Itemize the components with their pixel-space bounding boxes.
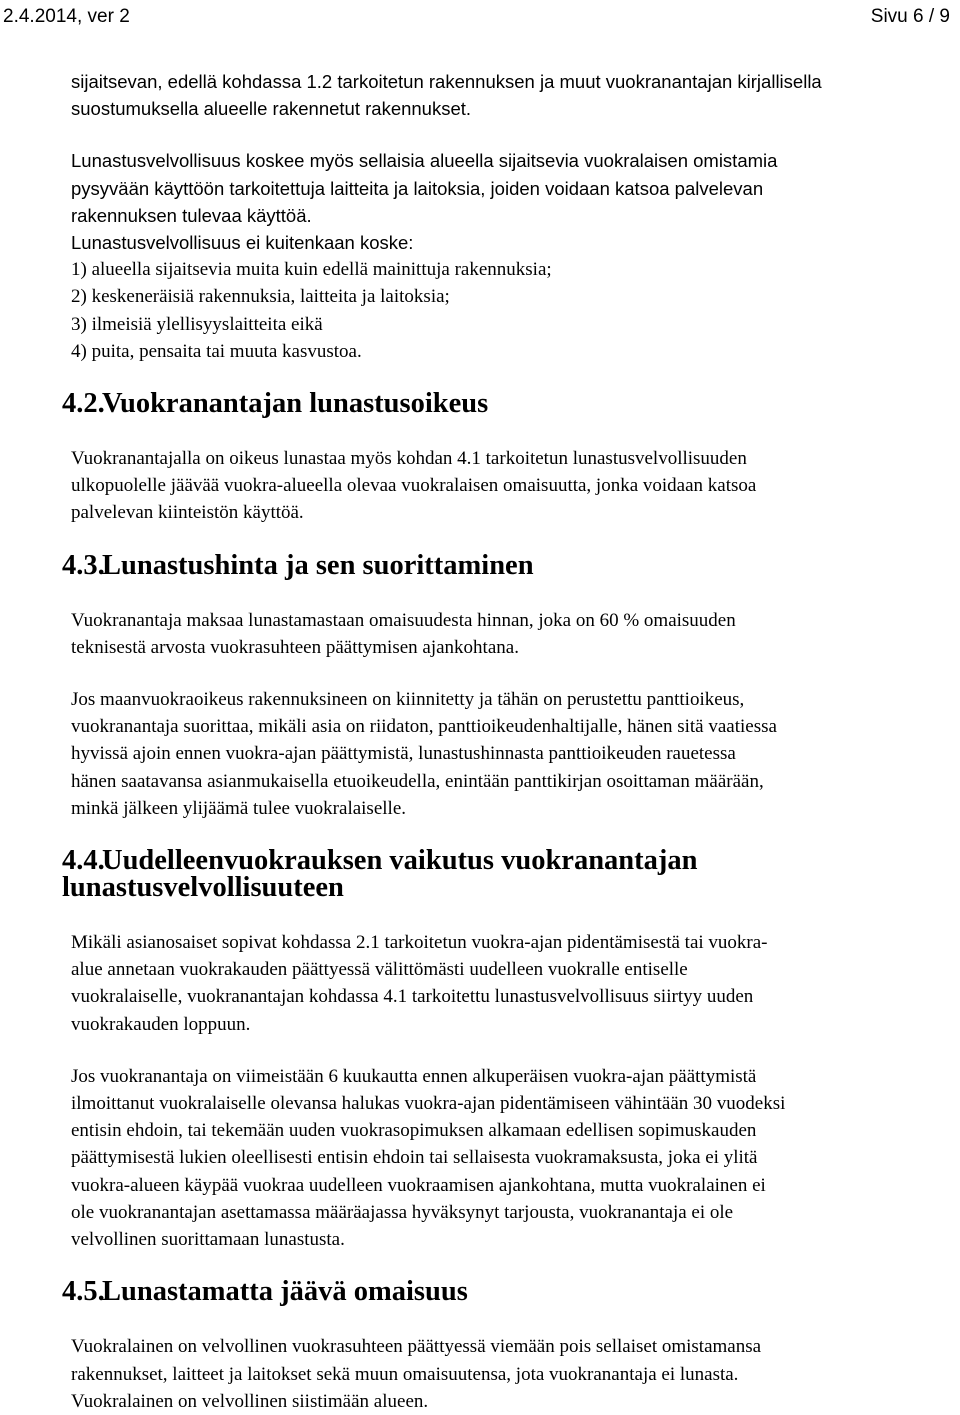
text-line: suostumuksella alueelle rakennetut rakennukset. [71, 98, 472, 120]
list-item: 4) puita, pensaita tai muuta kasvustoa. [71, 340, 362, 362]
text-line: velvollinen suorittamaan lunastusta. [71, 1229, 345, 1251]
paragraph-continuation [71, 68, 956, 122]
exclusion-list [71, 256, 956, 365]
text-line: pysyvään käyttöön tarkoitettuja laitteita ja laitoksia, joiden voidaan katsoa palvelevan [71, 177, 764, 199]
text-line: Vuokranantaja maksaa lunastamastaan omaisuudesta hinnan, joka on 60 % omaisuuden [71, 609, 736, 631]
text-line: vuokralaiselle, vuokranantajan kohdassa 4.1 tarkoitettu lunastusvelvollisuus siirtyy uuden [71, 986, 754, 1008]
text-line: Mikäli asianosaiset sopivat kohdassa 2.1 tarkoitetun vuokra-ajan pidentämisestä tai vuokra- [71, 932, 768, 954]
text-line: sijaitsevan, edellä kohdassa 1.2 tarkoitetun rakennuksen ja muut vuokranantajan kirjallisella [71, 71, 822, 92]
text-line: vuokranantaja suorittaa, mikäli asia on riidaton, panttioikeudenhaltijalle, hänen sitä vaatiessa [71, 716, 777, 738]
text-line: Jos maanvuokraoikeus rakennuksineen on kiinnitetty ja tähän on perustettu panttioikeus, [71, 689, 745, 711]
section-title: Vuokranantajan lunastusoikeus [102, 388, 489, 420]
page-header [3, 2, 950, 32]
text-line: Vuokranantajalla on oikeus lunastaa myös kohdan 4.1 tarkoitetun lunastusvelvollisuuden [71, 448, 747, 470]
section-number: 4.5. [62, 1276, 105, 1308]
paragraph [71, 607, 956, 661]
text-line: minkä jälkeen ylijäämä tulee vuokralaiselle. [71, 797, 407, 819]
paragraph [71, 1333, 956, 1415]
text-line: hänen saatavansa asianmukaisella etuoikeudella, enintään panttikirjan osoittaman määrään, [71, 770, 764, 792]
list-item: 2) keskeneräisiä rakennuksia, laitteita ja laitoksia; [71, 286, 450, 308]
text-line: palvelevan kiinteistön käyttöä. [71, 502, 304, 524]
text-line: Jos vuokranantaja on viimeistään 6 kuukautta ennen alkuperäisen vuokra-ajan päättymistä [71, 1065, 757, 1087]
paragraph [71, 1063, 956, 1253]
text-line: ole vuokranantajan asettamassa määräajassa hyväksynyt tarjousta, vuokranantaja ei ole [71, 1201, 734, 1223]
section-title: Lunastamatta jäävä omaisuus [102, 1276, 468, 1308]
document-body [62, 68, 956, 1415]
text-line: teknisestä arvosta vuokrasuhteen päättymisen ajankohtana. [71, 636, 519, 658]
text-line: hyvissä ajoin ennen vuokra-ajan päättymistä, lunastushinnasta panttioikeuden rauetessa [71, 743, 736, 765]
page-number: Sivu 6 / 9 [870, 6, 950, 27]
text-line: Lunastusvelvollisuus ei kuitenkaan koske: [71, 232, 414, 254]
section-number: 4.2. [62, 388, 105, 420]
section-heading-4-2 [62, 388, 947, 420]
list-item: 3) ilmeisiä ylellisyyslaitteita eikä [71, 313, 323, 335]
text-line: rakennukset, laitteet ja laitokset sekä muun omaisuutensa, jota vuokranantaja ei lunasta. [71, 1363, 739, 1385]
section-heading-4-3 [62, 549, 947, 581]
text-line: ulkopuolelle jäävää vuokra-alueella olevaa vuokralaisen omaisuutta, jonka voidaan katsoa [71, 475, 757, 497]
section-title: Lunastushinta ja sen suorittaminen [102, 549, 534, 581]
paragraph [71, 929, 956, 1038]
document-date: 2.4.2014, ver 2 [3, 6, 130, 27]
list-item: 1) alueella sijaitsevia muita kuin edellä mainittuja rakennuksia; [71, 259, 552, 281]
text-line: vuokrakauden loppuun. [71, 1013, 251, 1035]
text-line: ilmoittanut vuokralaiselle olevansa halukas vuokra-ajan pidentämiseen vähintään 30 vuodeksi [71, 1093, 786, 1115]
text-line: Vuokralainen on velvollinen siistimään alueen. [71, 1390, 429, 1412]
paragraph-coverage [71, 147, 956, 256]
paragraph [71, 445, 956, 527]
section-title: Uudelleenvuokrauksen vaikutus vuokranantajan lunastusvelvollisuuteen [62, 845, 698, 904]
section-heading-4-4 [62, 845, 947, 904]
text-line: entisin ehdoin, tai tekemään uuden vuokrasopimuksen alkamaan edellisen sopimuskauden [71, 1120, 757, 1142]
text-line: Lunastusvelvollisuus koskee myös sellaisia alueella sijaitsevia vuokralaisen omistamia [71, 150, 778, 172]
text-line: rakennuksen tulevaa käyttöä. [71, 204, 312, 226]
text-line: Vuokralainen on velvollinen vuokrasuhteen päättyessä viemään pois sellaiset omistamansa [71, 1336, 762, 1358]
section-heading-4-5 [62, 1276, 947, 1308]
section-number: 4.4. [62, 845, 105, 877]
paragraph [71, 686, 956, 822]
text-line: alue annetaan vuokrakauden päättyessä välittömästi uudelleen vuokralle entiselle [71, 959, 688, 981]
section-number: 4.3. [62, 549, 105, 581]
text-line: vuokra-alueen käypää vuokraa uudelleen vuokraamisen ajankohtana, mutta vuokralainen ei [71, 1174, 766, 1196]
text-line: päättymisestä lukien oleellisesti entisin ehdoin tai sellaisesta vuokramaksusta, joka ei ylitä [71, 1147, 758, 1169]
